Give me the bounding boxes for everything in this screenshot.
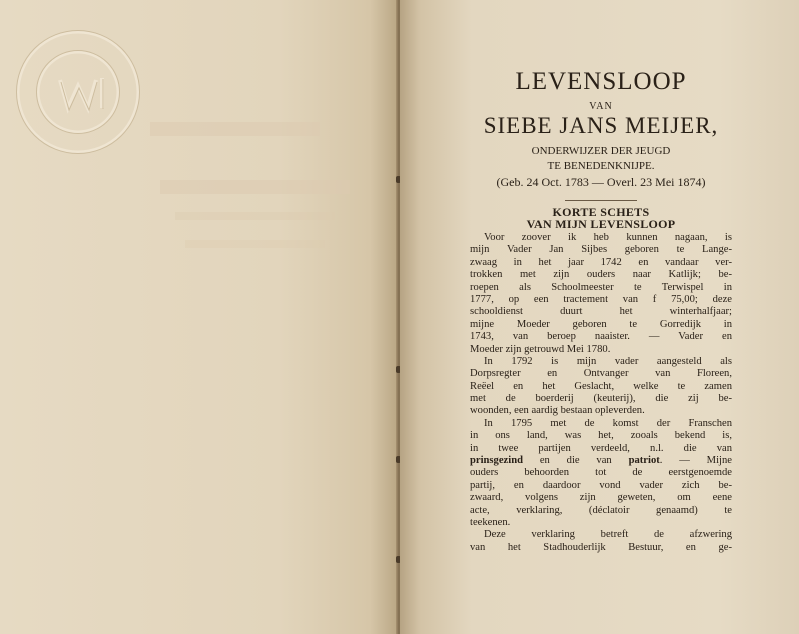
text-line: acte, verklaring, (déclatoir genaamd) te	[470, 504, 732, 516]
section-heading: VAN MIJN LEVENSLOOP	[526, 217, 676, 231]
text-line: Deze verklaring betreft de afzwering	[484, 529, 732, 541]
emphasis-patriot: patriot	[628, 455, 660, 467]
text-line: ouders behoorden tot de eerstgenoemde	[470, 467, 732, 479]
title-connector: VAN	[589, 101, 613, 112]
show-through-text	[185, 240, 325, 248]
text-line: mijne Moeder geboren te Gorredijk in	[470, 318, 732, 330]
text-line: roepen als Schoolmeester te Terwispel in	[470, 281, 732, 293]
show-through-text	[160, 180, 350, 194]
text-line: 1777, op een tractement van f 75,00; deze	[470, 293, 732, 305]
text-line: in twee partijen verdeeld, n.l. die van	[470, 442, 732, 454]
text-line: Dorpsregter en Ontvanger van Floreen,	[470, 368, 732, 380]
person-name: SIEBE JANS MEIJER,	[483, 113, 719, 138]
text-line: In 1795 met de komst der Franschen	[484, 417, 732, 429]
body-text	[470, 232, 732, 554]
text-line: mijn Vader Jan Sijbes geboren te Lange-	[470, 244, 732, 256]
text-fragment: . — Mijne	[659, 455, 732, 467]
text-line: schooldienst duurt het winterhalfjaar;	[470, 306, 732, 318]
text-line: partij, en daardoor vond vader zich be-	[470, 479, 732, 491]
right-page	[400, 0, 799, 634]
text-line: In 1792 is mijn vader aangesteld als	[484, 355, 732, 367]
divider	[565, 200, 637, 201]
text-line: woonden, een aardig bestaan opleverden.	[470, 405, 645, 417]
life-dates: (Geb. 24 Oct. 1783 — Overl. 23 Mei 1874)	[496, 175, 706, 189]
left-page	[0, 0, 398, 634]
text-line: in ons land, was het, zooals bekend is,	[470, 430, 732, 442]
text-line: met de boerderij (keuterij), die zij be-	[470, 393, 732, 405]
text-fragment: en die van	[539, 455, 612, 467]
text-line: trokken met zijn ouders naar Katlijk; be-	[470, 269, 732, 281]
text-line: 1743, van beroep naaister. — Vader en	[470, 331, 732, 343]
embossed-seal-icon	[14, 28, 142, 156]
person-location: TE BENEDENKNIJPE.	[547, 160, 655, 172]
text-line: Reëel en het Geslacht, welke te zamen	[470, 380, 732, 392]
text-line: Moeder zijn getrouwd Mei 1780.	[470, 343, 611, 355]
show-through-text	[150, 122, 320, 136]
text-line: zwaag in het jaar 1742 en vandaar ver-	[470, 256, 732, 268]
show-through-text	[175, 212, 335, 220]
text-line: Voor zoover ik heb kunnen nagaan, is	[484, 232, 732, 243]
text-line: teekenen.	[470, 516, 511, 528]
page-title: LEVENSLOOP	[515, 68, 687, 95]
person-role: ONDERWIJZER DER JEUGD	[531, 145, 671, 157]
text-line: zwaard, volgens zijn geweten, om eene	[470, 492, 732, 504]
text-line: van het Stadhouderlijk Bestuur, en ge-	[470, 541, 732, 553]
section-heading: KORTE SCHETS	[552, 205, 650, 219]
text-line	[470, 455, 732, 467]
emphasis-prinsgezind: prinsgezind	[470, 455, 523, 467]
